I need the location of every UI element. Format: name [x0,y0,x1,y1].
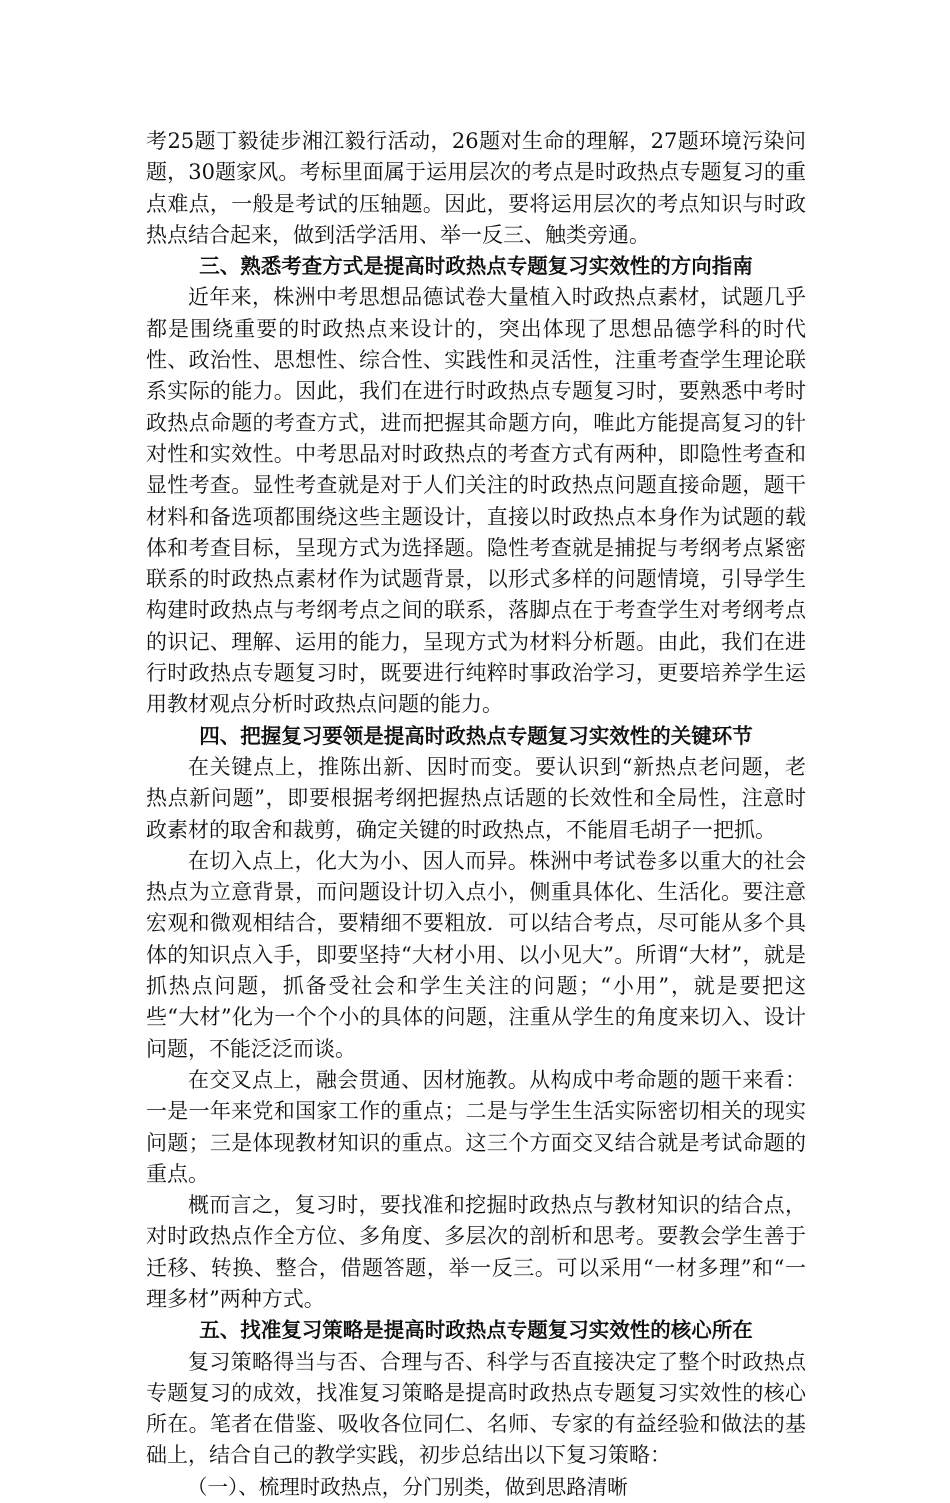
paragraph: 在切入点上，化大为小、因人而异。株洲中考试卷多以重大的社会热点为立意背景，而问题设计切入点小，侧重具体化、生活化。要注意宏观和微观相结合，要精细不要粗放．可以结合考点，尽可能从多个具体的知识点入手，即要坚持“大材小用、以小见大”。所谓“大材”，就是抓热点问题，抓备受社会和学生关注的问题；“小用”，就是要把这些“大材”化为一个个小的具体的问题，注重从学生的角度来切入、设计问题，不能泛泛而谈。 [146,848,806,1061]
paragraph: 近年来，株洲中考思想品德试卷大量植入时政热点素材，试题几乎都是围绕重要的时政热点来设计的，突出体现了思想品德学科的时代性、政治性、思想性、综合性、实践性和灵活性，注重考查学生理论联系实际的能力。因此，我们在进行时政热点专题复习时，要熟悉中考时政热点命题的考查方式，进而把握其命题方向，唯此方能提高复习的针对性和实效性。中考思品对时政热点的考查方式有两种，即隐性考查和显性考查。显性考查就是对于人们关注的时政热点问题直接命题，题干材料和备选项都围绕这些主题设计，直接以时政热点本身作为试题的载体和考查目标，呈现方式为选择题。隐性考查就是捕捉与考纲考点紧密联系的时政热点素材作为试题背景，以形式多样的问题情境，引导学生构建时政热点与考纲考点之间的联系，落脚点在于考查学生对考纲考点的识记、理解、运用的能力，呈现方式为材料分析题。由此，我们在进行时政热点专题复习时，既要进行纯粹时事政治学习，更要培养学生运用教材观点分析时政热点问题的能力。 [146,285,806,717]
paragraph: 复习策略得当与否、合理与否、科学与否直接决定了整个时政热点专题复习的成效，找准复习策略是提高时政热点专题复习实效性的核心所在。笔者在借鉴、吸收各位同仁、名师、专家的有益经验和做法的基础上，结合自己的教学实践，初步总结出以下复习策略： [146,1349,806,1468]
paragraph: 在关键点上，推陈出新、因时而变。要认识到“新热点老问题，老热点新问题”，即要根据考纲把握热点话题的长效性和全局性，注意时政素材的取舍和裁剪，确定关键的时政热点，不能眉毛胡子一把抓。 [146,754,806,842]
subsection-heading-1: （一）、梳理时政热点，分门别类，做到思路清晰 [187,1474,628,1499]
section-heading-3: 三、熟悉考查方式是提高时政热点专题复习实效性的方向指南 [199,254,753,279]
paragraph: 概而言之，复习时，要找准和挖掘时政热点与教材知识的结合点，对时政热点作全方位、多角度、多层次的剖析和思考。要教会学生善于迁移、转换、整合，借题答题，举一反三。可以采用“一材多理”和“一理多材”两种方式。 [146,1193,806,1311]
section-heading-5: 五、找准复习策略是提高时政热点专题复习实效性的核心所在 [199,1318,753,1343]
paragraph-continued: 考25题丁毅徒步湘江毅行活动，26题对生命的理解，27题环境污染问题，30题家风。考标里面属于运用层次的考点是时政热点专题复习的重点难点，一般是考试的压轴题。因此，要将运用层次的考点知识与时政热点结合起来，做到活学活用、举一反三、触类旁通。 [146,129,806,247]
document-body [146,126,806,1503]
section-heading-4: 四、把握复习要领是提高时政热点专题复习实效性的关键环节 [199,723,753,748]
paragraph: 在交叉点上，融会贯通、因材施教。从构成中考命题的题干来看：一是一年来党和国家工作的重点；二是与学生生活实际密切相关的现实问题；三是体现教材知识的重点。这三个方面交叉结合就是考试命题的重点。 [146,1067,806,1186]
